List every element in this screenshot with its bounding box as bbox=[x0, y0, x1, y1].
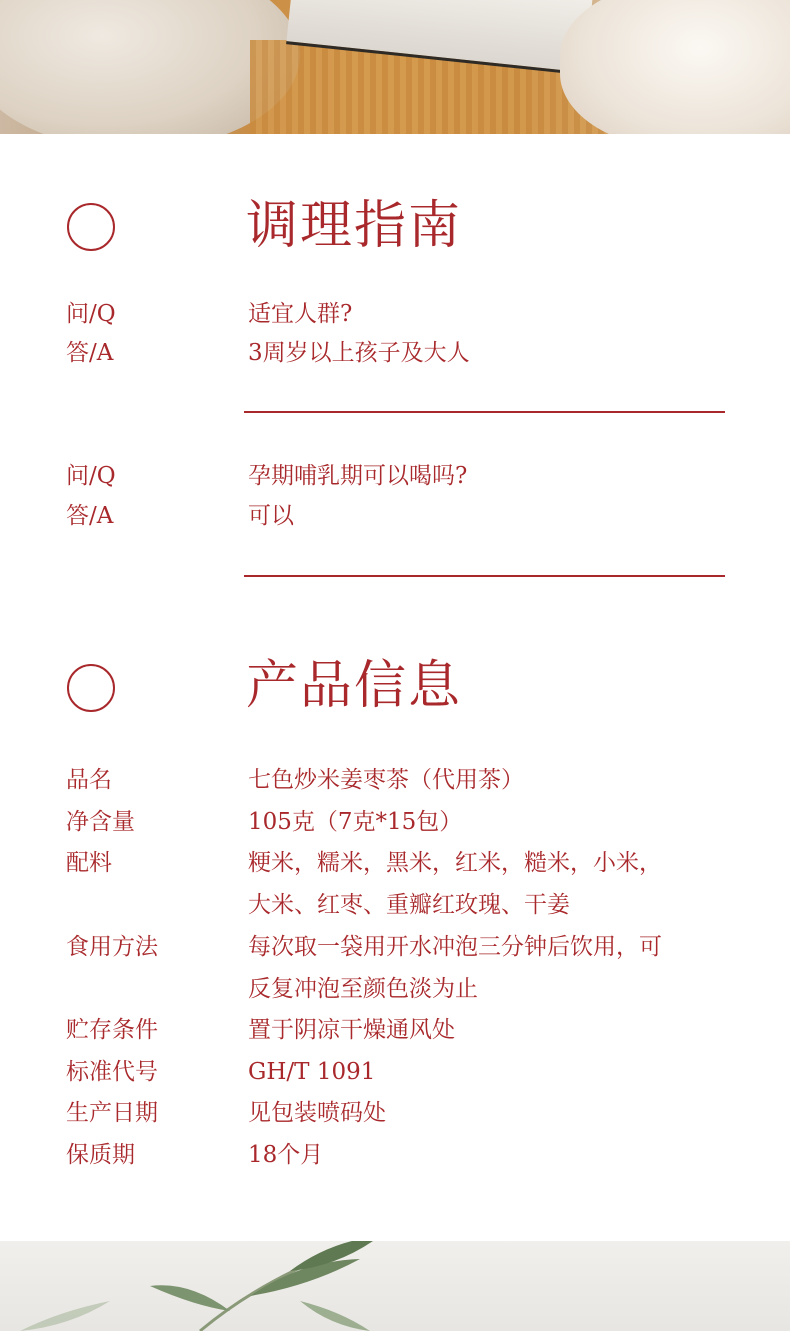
info-value-usage-line1: 每次取一袋用开水冲泡三分钟后饮用，可 bbox=[248, 934, 662, 960]
info-value-ingredients-line2: 大米、红枣、重瓣红玫瑰、干姜 bbox=[248, 892, 570, 918]
top-photo bbox=[0, 0, 790, 134]
info-label-name: 品名 bbox=[66, 767, 112, 793]
bamboo-leaves-icon bbox=[0, 1241, 790, 1331]
info-label-storage: 贮存条件 bbox=[66, 1017, 158, 1043]
qa2-answer-text: 可以 bbox=[248, 503, 294, 529]
info-value-ingredients-line1: 粳米，糯米，黑米，红米，糙米，小米， bbox=[248, 850, 662, 876]
info-value-net-weight: 105克（7克*15包） bbox=[248, 809, 463, 835]
section-circle-icon bbox=[67, 203, 115, 251]
section-circle-icon bbox=[67, 664, 115, 712]
qa1-question-label: 问/Q bbox=[66, 301, 116, 327]
info-label-shelf-life: 保质期 bbox=[66, 1142, 135, 1168]
info-value-shelf-life: 18个月 bbox=[248, 1142, 324, 1168]
divider-1 bbox=[244, 411, 725, 413]
info-value-production-date: 见包装喷码处 bbox=[248, 1100, 386, 1126]
info-label-usage: 食用方法 bbox=[66, 934, 158, 960]
linen-cloth-shape bbox=[560, 0, 790, 134]
info-label-net-weight: 净含量 bbox=[66, 809, 135, 835]
qa2-question-label: 问/Q bbox=[66, 463, 116, 489]
info-value-standard: GH/T 1091 bbox=[248, 1059, 376, 1085]
bottom-photo bbox=[0, 1241, 790, 1331]
guide-title: 调理指南 bbox=[246, 196, 463, 256]
qa2-answer-label: 答/A bbox=[66, 503, 114, 529]
info-label-production-date: 生产日期 bbox=[66, 1100, 158, 1126]
info-value-name: 七色炒米姜枣茶（代用茶） bbox=[248, 767, 524, 793]
qa2-question-text: 孕期哺乳期可以喝吗? bbox=[248, 463, 468, 489]
info-value-storage: 置于阴凉干燥通风处 bbox=[248, 1017, 455, 1043]
info-label-standard: 标准代号 bbox=[66, 1059, 158, 1085]
info-label-ingredients: 配料 bbox=[66, 850, 112, 876]
qa1-answer-label: 答/A bbox=[66, 340, 114, 366]
divider-2 bbox=[244, 575, 725, 577]
qa1-question-text: 适宜人群? bbox=[248, 301, 353, 327]
info-value-usage-line2: 反复冲泡至颜色淡为止 bbox=[248, 976, 478, 1002]
product-info-title: 产品信息 bbox=[246, 656, 463, 716]
qa1-answer-text: 3周岁以上孩子及大人 bbox=[248, 340, 470, 366]
